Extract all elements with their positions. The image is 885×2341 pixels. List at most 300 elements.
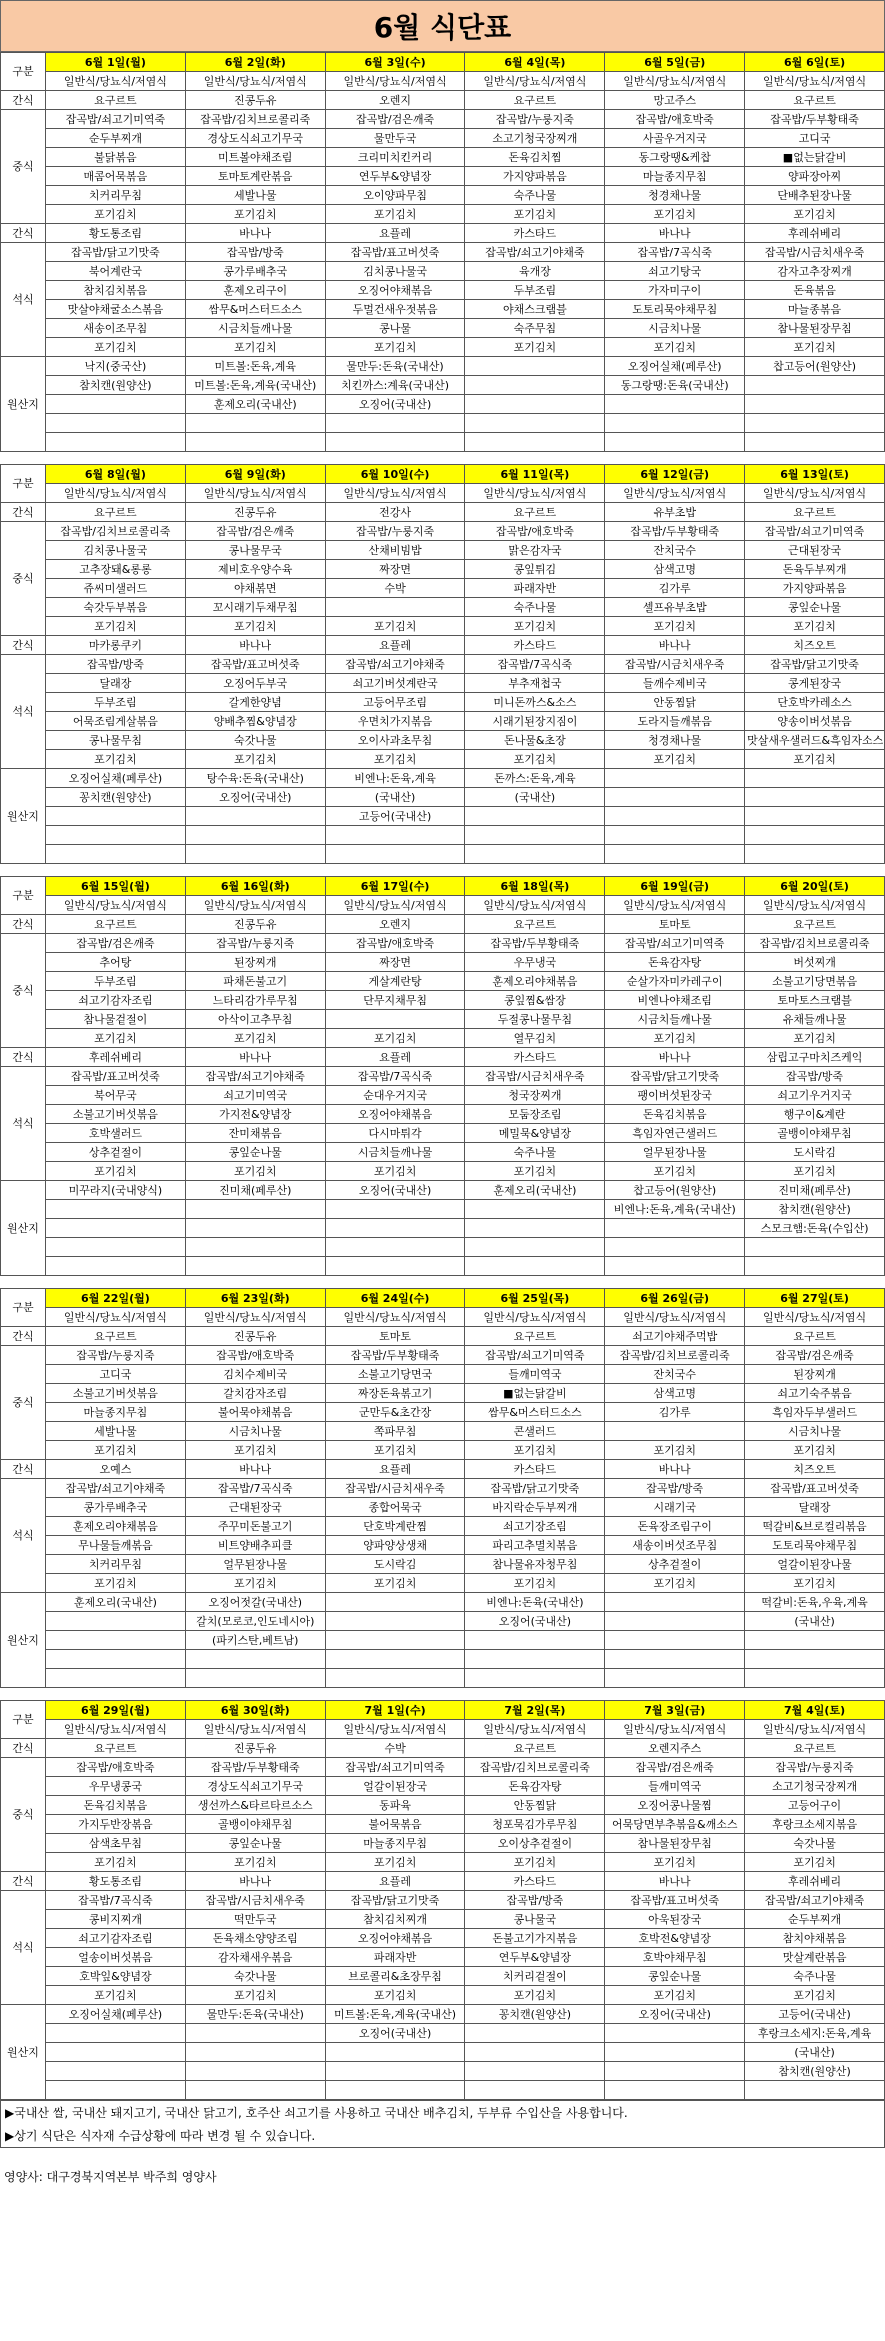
lunch-item: 후랑크소세지볶음	[745, 1815, 885, 1834]
lunch-item: 오이상추겉절이	[465, 1834, 605, 1853]
dinner-item: 잡곡밥/쇠고기야채죽	[465, 243, 605, 262]
snack-item: 치즈오트	[745, 1460, 885, 1479]
lunch-item: 고디국	[745, 129, 885, 148]
origin-item	[46, 1238, 186, 1257]
dinner-item: 시금치들깨나물	[185, 319, 325, 338]
lunch-item: 포기김치	[605, 1853, 745, 1872]
lunch-item: 잡곡밥/검은깨죽	[325, 110, 465, 129]
origin-item: 비엔나:돈육(국내산)	[465, 1593, 605, 1612]
lunch-item: 사골우거지국	[605, 129, 745, 148]
week-table	[0, 52, 885, 452]
dinner-item: 숙주나물	[465, 1143, 605, 1162]
lunch-item: 불닭볶음	[46, 148, 186, 167]
origin-item	[46, 807, 186, 826]
snack-item: 요구르트	[46, 1739, 186, 1758]
snack-label: 간식	[1, 915, 46, 934]
lunch-item: 가지두반장볶음	[46, 1815, 186, 1834]
diet-type: 일반식/당뇨식/저염식	[325, 484, 465, 503]
dinner-item: 잡곡밥/7곡식죽	[46, 1891, 186, 1910]
gubun-label: 구분	[1, 1289, 46, 1327]
snack-item: 바나나	[185, 636, 325, 655]
snack-item: 치즈오트	[745, 636, 885, 655]
origin-item	[605, 1593, 745, 1612]
lunch-item: 포기김치	[465, 1853, 605, 1872]
lunch-item: 비엔나야채조림	[605, 991, 745, 1010]
lunch-item: 돈육감자탕	[465, 1777, 605, 1796]
lunch-item: 시금치나물	[185, 1422, 325, 1441]
footnote-origin: ▶국내산 쌀, 국내산 돼지고기, 국내산 닭고기, 호주산 쇠고기를 사용하고 국내산 배추김치, 두부류 수입산을 사용합니다.	[0, 2100, 885, 2124]
lunch-item: 시금치나물	[745, 1422, 885, 1441]
lunch-item: 크리미치킨커리	[325, 148, 465, 167]
date-header: 6월 24일(수)	[325, 1289, 465, 1308]
origin-item	[325, 1219, 465, 1238]
dinner-item: 잡곡밥/표고버섯죽	[46, 1067, 186, 1086]
origin-item	[605, 433, 745, 452]
dinner-item: 주꾸미돈불고기	[185, 1517, 325, 1536]
dinner-item: 호박샐러드	[46, 1124, 186, 1143]
lunch-item: 콩나물무국	[185, 541, 325, 560]
dinner-item: 잡곡밥/쇠고기야채죽	[745, 1891, 885, 1910]
dinner-item: 마늘종볶음	[745, 300, 885, 319]
lunch-item: 잡곡밥/김치브로콜리죽	[605, 1346, 745, 1365]
snack-label: 간식	[1, 1872, 46, 1891]
origin-item: 진미채(페루산)	[185, 1181, 325, 1200]
origin-item: 미꾸라지(국내양식)	[46, 1181, 186, 1200]
origin-item	[745, 414, 885, 433]
dinner-item: 콩잎순나물	[185, 1143, 325, 1162]
lunch-item: 콩잎튀김	[465, 560, 605, 579]
lunch-item: 포기김치	[46, 1029, 186, 1048]
lunch-item: 잡곡밥/쇠고기미역죽	[325, 1758, 465, 1777]
origin-item	[325, 1257, 465, 1276]
lunch-item: 두절콩나물무침	[465, 1010, 605, 1029]
origin-item	[465, 1238, 605, 1257]
lunch-item: 잡곡밥/쇠고기미역죽	[745, 522, 885, 541]
lunch-item: 포기김치	[325, 1441, 465, 1460]
dinner-item: 콩나물	[325, 319, 465, 338]
lunch-item: 들깨미역국	[605, 1777, 745, 1796]
lunch-item: 포기김치	[605, 1029, 745, 1048]
lunch-item: ■없는닭갈비	[465, 1384, 605, 1403]
lunch-item: 청경채나물	[605, 186, 745, 205]
origin-item	[325, 2043, 465, 2062]
lunch-label: 중식	[1, 1346, 46, 1460]
lunch-item: 포기김치	[605, 205, 745, 224]
date-header: 6월 9일(화)	[185, 465, 325, 484]
lunch-item: 생선까스&타르타르소스	[185, 1796, 325, 1815]
origin-item: 찹고등어(원양산)	[745, 357, 885, 376]
dinner-item: 쌈무&머스터드소스	[185, 300, 325, 319]
origin-item: 오징어(국내산)	[465, 1612, 605, 1631]
lunch-item: 군만두&초간장	[325, 1403, 465, 1422]
snack-item: 진콩두유	[185, 1327, 325, 1346]
dinner-item: 포기김치	[185, 338, 325, 357]
dinner-item: 새송이버섯조무침	[605, 1536, 745, 1555]
lunch-item: 가지양파볶음	[745, 579, 885, 598]
origin-item	[745, 1238, 885, 1257]
dinner-item: 포기김치	[605, 750, 745, 769]
lunch-item: 잡곡밥/검은깨죽	[46, 934, 186, 953]
lunch-item: 포기김치	[325, 1853, 465, 1872]
dinner-item: 연두부&양념장	[465, 1948, 605, 1967]
origin-item: 오징어실채(페루산)	[46, 769, 186, 788]
lunch-item	[605, 1422, 745, 1441]
lunch-item: ■없는닭갈비	[745, 148, 885, 167]
origin-item	[745, 1257, 885, 1276]
origin-item	[605, 1650, 745, 1669]
dinner-item: 콩가루배추국	[185, 262, 325, 281]
snack-item: 요구르트	[46, 915, 186, 934]
dinner-item: 참나물된장무침	[745, 319, 885, 338]
origin-item	[465, 2081, 605, 2100]
origin-item: 미트볼:돈육,계육	[185, 357, 325, 376]
dinner-item: 포기김치	[325, 750, 465, 769]
origin-item: 오징어(국내산)	[325, 1181, 465, 1200]
origin-item	[325, 433, 465, 452]
date-header: 7월 4일(토)	[745, 1701, 885, 1720]
date-header: 6월 11일(목)	[465, 465, 605, 484]
lunch-item: 숙갓두부볶음	[46, 598, 186, 617]
lunch-item: 짜장돈육볶고기	[325, 1384, 465, 1403]
lunch-item: 포기김치	[46, 617, 186, 636]
dinner-item: 호박잎&양념장	[46, 1967, 186, 1986]
dinner-item: 행구이&계란	[745, 1105, 885, 1124]
date-header: 6월 10일(수)	[325, 465, 465, 484]
dinner-item: 돈육장조림구이	[605, 1517, 745, 1536]
dinner-item: 포기김치	[465, 1162, 605, 1181]
lunch-item: 게살계란탕	[325, 972, 465, 991]
lunch-item: 잡곡밥/애호박죽	[325, 934, 465, 953]
lunch-item: 잡곡밥/검은깨죽	[185, 522, 325, 541]
origin-item: 탕수육:돈육(국내산)	[185, 769, 325, 788]
lunch-item: 유채들깨나물	[745, 1010, 885, 1029]
lunch-item: 우무냉국	[465, 953, 605, 972]
origin-item	[465, 826, 605, 845]
lunch-item: 포기김치	[465, 617, 605, 636]
origin-item	[325, 1650, 465, 1669]
snack-item: 요플레	[325, 1872, 465, 1891]
origin-item	[185, 414, 325, 433]
snack-label: 간식	[1, 1327, 46, 1346]
origin-item	[325, 1612, 465, 1631]
lunch-item: 포기김치	[325, 617, 465, 636]
dinner-item: 잡곡밥/시금치새우죽	[185, 1891, 325, 1910]
lunch-item: 포기김치	[185, 1853, 325, 1872]
lunch-item: 잡곡밥/검은깨죽	[745, 1346, 885, 1365]
snack-item: 요구르트	[465, 1327, 605, 1346]
lunch-item: 세발나물	[46, 1422, 186, 1441]
origin-item	[745, 1669, 885, 1688]
date-header: 6월 8일(월)	[46, 465, 186, 484]
diet-type: 일반식/당뇨식/저염식	[605, 896, 745, 915]
lunch-item: 마늘종지무침	[46, 1403, 186, 1422]
dinner-item: 콩게된장국	[745, 674, 885, 693]
lunch-item: 잡곡밥/김치브로콜리죽	[46, 522, 186, 541]
origin-item: (국내산)	[465, 788, 605, 807]
origin-item	[465, 1200, 605, 1219]
gubun-label: 구분	[1, 1701, 46, 1739]
date-header: 6월 13일(토)	[745, 465, 885, 484]
dinner-label: 석식	[1, 243, 46, 357]
dinner-item: 숙갓나물	[185, 731, 325, 750]
dinner-item: 잡곡밥/7곡식죽	[605, 243, 745, 262]
diet-type: 일반식/당뇨식/저염식	[325, 1720, 465, 1739]
origin-item	[325, 414, 465, 433]
dinner-item: 참나물유자청무침	[465, 1555, 605, 1574]
origin-item	[46, 414, 186, 433]
dinner-item: 포기김치	[605, 1986, 745, 2005]
lunch-item: 포기김치	[185, 1441, 325, 1460]
origin-item: 스모크햄:돈육(수입산)	[745, 1219, 885, 1238]
dinner-item: 쇠고기미역국	[185, 1086, 325, 1105]
snack-item: 오렌지주스	[605, 1739, 745, 1758]
dinner-label: 석식	[1, 655, 46, 769]
diet-type: 일반식/당뇨식/저염식	[46, 484, 186, 503]
origin-item	[185, 1257, 325, 1276]
origin-item	[325, 2081, 465, 2100]
diet-type: 일반식/당뇨식/저염식	[465, 1308, 605, 1327]
origin-item: 훈제오리(국내산)	[185, 395, 325, 414]
origin-item: 참치캔(원양산)	[745, 1200, 885, 1219]
origin-item	[745, 769, 885, 788]
origin-label: 원산지	[1, 357, 46, 452]
origin-item	[605, 807, 745, 826]
dinner-item: 포기김치	[745, 1574, 885, 1593]
origin-item	[465, 1669, 605, 1688]
lunch-item: 된장찌개	[185, 953, 325, 972]
origin-item: 낙지(중국산)	[46, 357, 186, 376]
snack-item: 요플레	[325, 1048, 465, 1067]
lunch-item: 세발나물	[185, 186, 325, 205]
date-header: 6월 6일(토)	[745, 53, 885, 72]
lunch-item: 김가루	[605, 579, 745, 598]
origin-item	[325, 1593, 465, 1612]
lunch-item: 순살가자미카레구이	[605, 972, 745, 991]
dinner-item: 오징어야채볶음	[325, 281, 465, 300]
snack-item: 요구르트	[46, 91, 186, 110]
origin-item: 비엔나:돈육,계육(국내산)	[605, 1200, 745, 1219]
dinner-item: 포기김치	[745, 750, 885, 769]
date-header: 6월 26일(금)	[605, 1289, 745, 1308]
lunch-item: 잡곡밥/김치브로콜리죽	[465, 1758, 605, 1777]
dinner-item: 참치김치볶음	[46, 281, 186, 300]
diet-type: 일반식/당뇨식/저염식	[46, 72, 186, 91]
dinner-item: 떡갈비&브로컬리볶음	[745, 1517, 885, 1536]
lunch-item: 단배추된장나물	[745, 186, 885, 205]
dinner-item: 얼무된장나물	[185, 1555, 325, 1574]
dinner-item: 골뱅이야채무침	[745, 1124, 885, 1143]
snack-item: 오예스	[46, 1460, 186, 1479]
origin-item	[46, 1669, 186, 1688]
lunch-item: 콘샐러드	[465, 1422, 605, 1441]
diet-type: 일반식/당뇨식/저염식	[185, 1720, 325, 1739]
origin-item	[465, 1257, 605, 1276]
origin-item	[605, 414, 745, 433]
origin-item	[325, 826, 465, 845]
origin-item: 갈치(모로코,인도네시아)	[185, 1612, 325, 1631]
dinner-item: 김치콩나물국	[325, 262, 465, 281]
origin-item	[325, 1200, 465, 1219]
origin-item: 동그랑땡:돈육(국내산)	[605, 376, 745, 395]
origin-item	[46, 845, 186, 864]
lunch-item: 셀프유부초밥	[605, 598, 745, 617]
lunch-item: 우무냉콩국	[46, 1777, 186, 1796]
date-header: 6월 15일(월)	[46, 877, 186, 896]
gubun-label: 구분	[1, 877, 46, 915]
dinner-item: 아욱된장국	[605, 1910, 745, 1929]
dinner-item: 잡곡밥/7곡식죽	[465, 655, 605, 674]
dinner-item: 참치김치찌개	[325, 1910, 465, 1929]
gubun-label: 구분	[1, 465, 46, 503]
origin-item: (파키스탄,베트남)	[185, 1631, 325, 1650]
lunch-item: 포기김치	[745, 1441, 885, 1460]
lunch-item: 포기김치	[745, 1853, 885, 1872]
dinner-item: 부추재첩국	[465, 674, 605, 693]
snack-item: 바나나	[605, 1460, 745, 1479]
snack-item: 바나나	[605, 224, 745, 243]
lunch-item: 산채비빔밥	[325, 541, 465, 560]
lunch-item: 쇠고기감자조림	[46, 991, 186, 1010]
week-table	[0, 464, 885, 864]
date-header: 6월 4일(목)	[465, 53, 605, 72]
lunch-item: 두부조림	[46, 972, 186, 991]
dinner-item: 잡곡밥/시금치새우죽	[745, 243, 885, 262]
lunch-item: 제비호우양수육	[185, 560, 325, 579]
origin-item: 미트볼:돈육,계육(국내산)	[185, 376, 325, 395]
snack-item: 요구르트	[745, 91, 885, 110]
origin-item: (국내산)	[745, 2043, 885, 2062]
dinner-item: 다시마튀각	[325, 1124, 465, 1143]
origin-item	[605, 845, 745, 864]
snack-item: 카스타드	[465, 1048, 605, 1067]
snack-item: 오렌지	[325, 91, 465, 110]
dinner-item: 잡곡밥/방죽	[46, 655, 186, 674]
origin-item	[745, 433, 885, 452]
lunch-item: 치커리무침	[46, 186, 186, 205]
lunch-item: 고디국	[46, 1365, 186, 1384]
snack-item: 요플레	[325, 1460, 465, 1479]
dinner-item: 포기김치	[605, 1162, 745, 1181]
snack-item: 바나나	[605, 1872, 745, 1891]
snack-item: 전강사	[325, 503, 465, 522]
dinner-item: 돈육볶음	[745, 281, 885, 300]
lunch-item: 청포묵김가루무침	[465, 1815, 605, 1834]
origin-item	[605, 1669, 745, 1688]
lunch-item: 야채볶면	[185, 579, 325, 598]
lunch-item: 맑은감자국	[465, 541, 605, 560]
lunch-item: 잔치국수	[605, 541, 745, 560]
origin-item: 참치캔(원양산)	[46, 376, 186, 395]
origin-item	[745, 376, 885, 395]
origin-item	[185, 845, 325, 864]
lunch-item: 잡곡밥/누룽지죽	[185, 934, 325, 953]
date-header: 6월 12일(금)	[605, 465, 745, 484]
snack-item: 토마토	[325, 1327, 465, 1346]
lunch-item: 삼색초무침	[46, 1834, 186, 1853]
dinner-item: 잡곡밥/방죽	[745, 1067, 885, 1086]
diet-type: 일반식/당뇨식/저염식	[745, 484, 885, 503]
lunch-item: 토마토스크램블	[745, 991, 885, 1010]
lunch-item: 잡곡밥/누룽지죽	[46, 1346, 186, 1365]
snack-item: 요구르트	[745, 915, 885, 934]
origin-label: 원산지	[1, 769, 46, 864]
lunch-item: 포기김치	[185, 617, 325, 636]
diet-type: 일반식/당뇨식/저염식	[465, 484, 605, 503]
origin-item	[605, 2081, 745, 2100]
dinner-item: 콩나물무침	[46, 731, 186, 750]
dinner-item: 메밀묵&양념장	[465, 1124, 605, 1143]
lunch-item: 쪽파무침	[325, 1422, 465, 1441]
dinner-item: 콩나물국	[465, 1910, 605, 1929]
origin-item: 떡갈비:돈육,우육,계육	[745, 1593, 885, 1612]
dinner-item: 포기김치	[465, 750, 605, 769]
snack-item: 요구르트	[465, 915, 605, 934]
snack-item: 요구르트	[465, 503, 605, 522]
lunch-item: 잡곡밥/두부황태죽	[745, 110, 885, 129]
lunch-item: 포기김치	[325, 1029, 465, 1048]
dinner-label: 석식	[1, 1479, 46, 1593]
dinner-item: 돈육김치볶음	[605, 1105, 745, 1124]
origin-item	[46, 1219, 186, 1238]
snack-item: 수박	[325, 1739, 465, 1758]
dinner-item: 잡곡밥/시금치새우죽	[605, 655, 745, 674]
dinner-item: 훈제오리야채볶음	[46, 1517, 186, 1536]
origin-item	[46, 2081, 186, 2100]
dinner-item: 포기김치	[46, 1986, 186, 2005]
dinner-item: 포기김치	[465, 338, 605, 357]
origin-item: 미트볼:돈육,계육(국내산)	[325, 2005, 465, 2024]
lunch-item: 어묵당면부추볶음&깨소스	[605, 1815, 745, 1834]
lunch-item: 골뱅이야채무침	[185, 1815, 325, 1834]
dinner-item: 갈게한양념	[185, 693, 325, 712]
date-header: 6월 3일(수)	[325, 53, 465, 72]
dinner-item: 포기김치	[605, 338, 745, 357]
snack-item: 카스타드	[465, 636, 605, 655]
origin-item	[185, 2024, 325, 2043]
origin-item	[185, 2062, 325, 2081]
diet-type: 일반식/당뇨식/저염식	[465, 1720, 605, 1739]
date-header: 6월 25일(목)	[465, 1289, 605, 1308]
origin-item	[325, 845, 465, 864]
dinner-item: 잡곡밥/방죽	[185, 243, 325, 262]
origin-item: 오징어실채(페루산)	[605, 357, 745, 376]
lunch-item: 시금치들깨나물	[605, 1010, 745, 1029]
dinner-item: 잡곡밥/표고버섯죽	[185, 655, 325, 674]
lunch-item: 포기김치	[465, 205, 605, 224]
lunch-item: 삼색고명	[605, 560, 745, 579]
dinner-item: 포기김치	[46, 750, 186, 769]
lunch-item: 포기김치	[185, 1029, 325, 1048]
dinner-item: 얼송이버섯볶음	[46, 1948, 186, 1967]
diet-type: 일반식/당뇨식/저염식	[185, 1308, 325, 1327]
dinner-item: 쇠고기우거지국	[745, 1086, 885, 1105]
dinner-item: 숙주무침	[465, 319, 605, 338]
diet-type: 일반식/당뇨식/저염식	[605, 484, 745, 503]
lunch-item: 잡곡밥/두부황태죽	[185, 1758, 325, 1777]
origin-item: 오징어(국내산)	[185, 788, 325, 807]
origin-item	[605, 395, 745, 414]
snack-item: 황도통조림	[46, 1872, 186, 1891]
dinner-item: 잡곡밥/닭고기맛죽	[605, 1067, 745, 1086]
lunch-item: 포기김치	[745, 1029, 885, 1048]
lunch-item: 잡곡밥/쇠고기미역죽	[465, 1346, 605, 1365]
lunch-item: 경상도식쇠고기무국	[185, 1777, 325, 1796]
origin-item	[185, 826, 325, 845]
lunch-item: 돈육두부찌개	[745, 560, 885, 579]
snack-item: 진콩두유	[185, 503, 325, 522]
dinner-item: 포기김치	[46, 1162, 186, 1181]
lunch-item: 소고기청국장찌개	[745, 1777, 885, 1796]
